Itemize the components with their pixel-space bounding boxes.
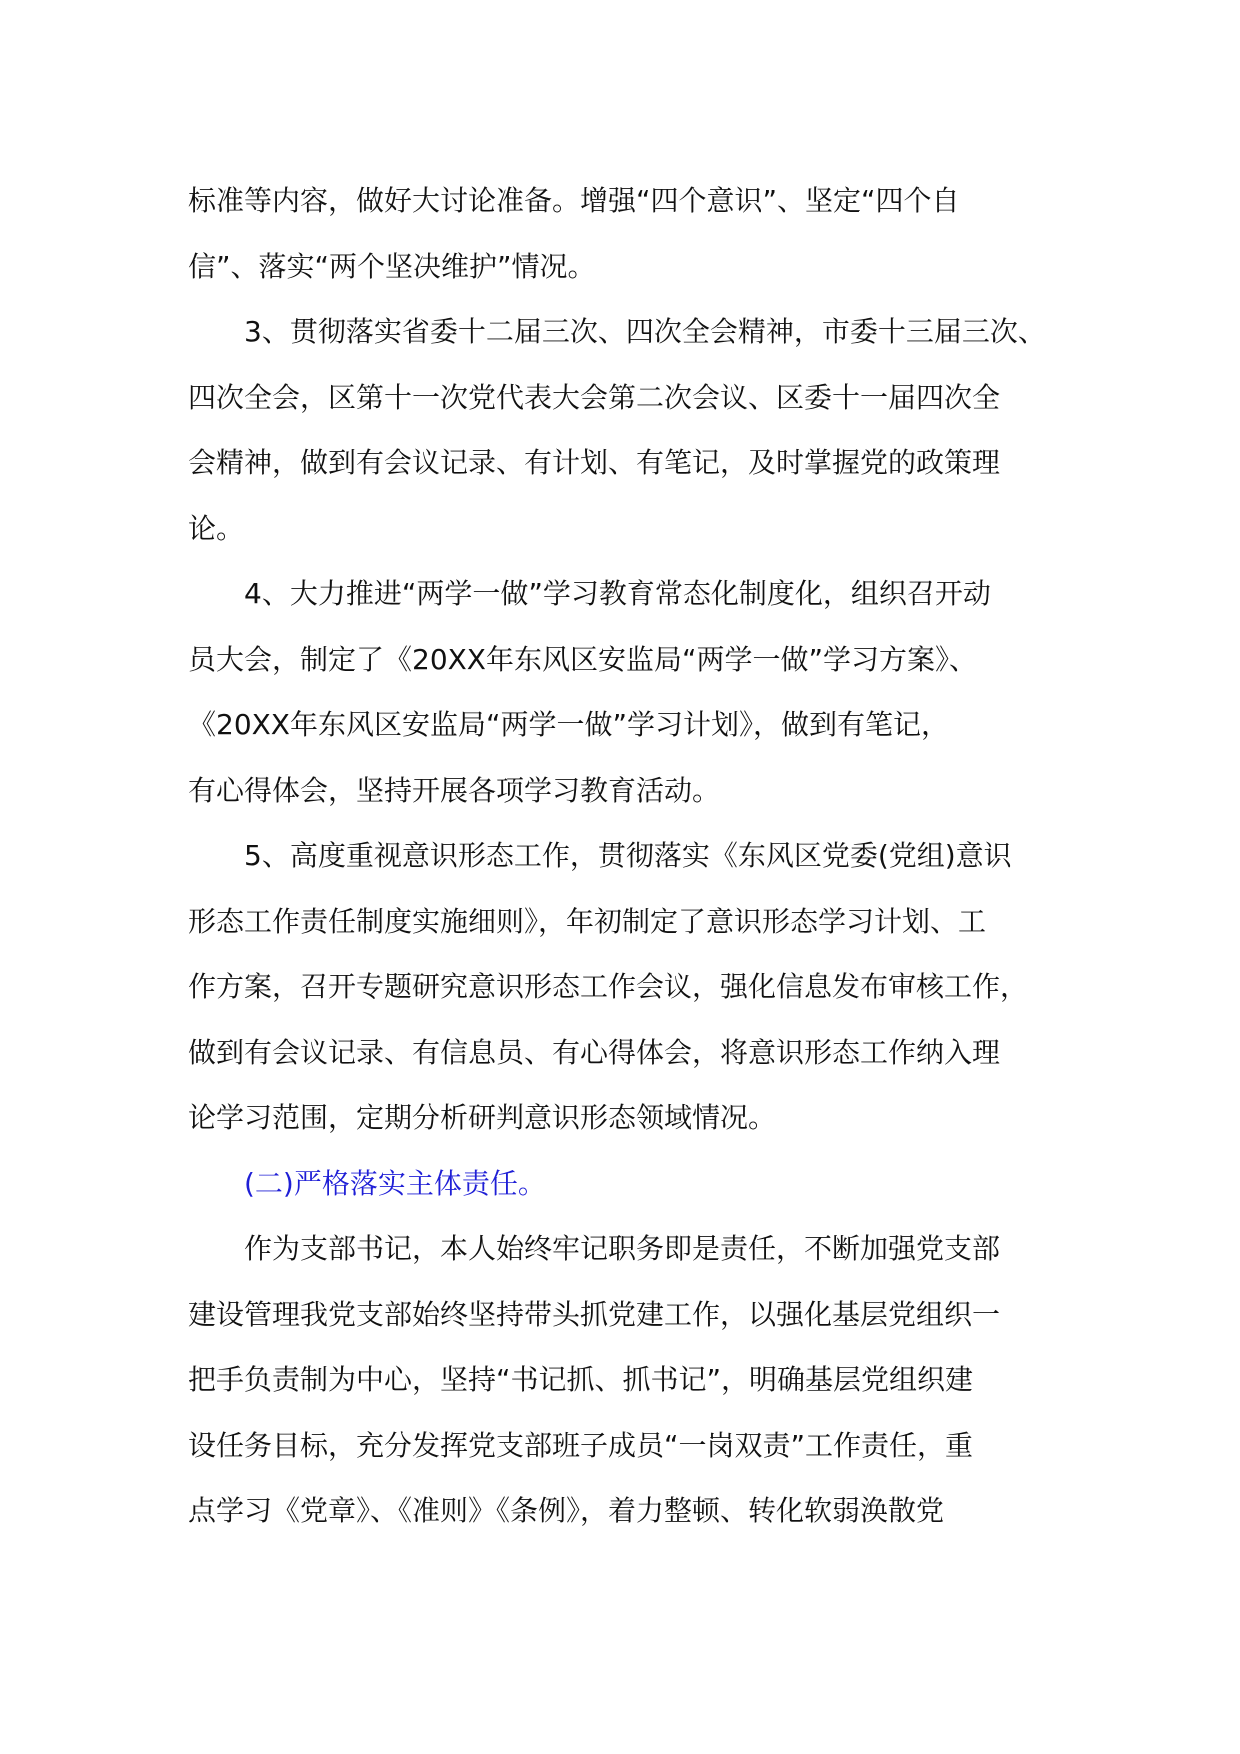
text-line: 5、高度重视意识形态工作，贯彻落实《东风区党委(党组)意识 [244,839,1012,872]
section-heading: (二)严格落实主体责任。 [244,1166,546,1200]
text-line: 《20XX年东风区安监局“两学一做”学习计划》，做到有笔记， [188,708,950,741]
text-line: 设任务目标，充分发挥党支部班子成员“一岗双责”工作责任，重 [188,1428,974,1462]
text-line: 会精神，做到有会议记录、有计划、有笔记，及时掌握党的政策理 [188,446,1001,479]
text-line: 把手负责制为中心，坚持“书记抓、抓书记”，明确基层党组织建 [188,1363,974,1396]
text-line: 有心得体会，坚持开展各项学习教育活动。 [188,773,721,807]
text-line: 作方案，召开专题研究意识形态工作会议，强化信息发布审核工作， [188,970,1029,1003]
text-line: 论。 [188,511,245,545]
text-line: 论学习范围，定期分析研判意识形态领域情况。 [188,1101,777,1134]
document-body [188,168,1068,1544]
text-line: 4、大力推进“两学一做”学习教育常态化制度化，组织召开动 [244,577,991,610]
text-line: 点学习《党章》、《准则》《条例》，着力整顿、转化软弱涣散党 [188,1494,945,1527]
text-line: 做到有会议记录、有信息员、有心得体会，将意识形态工作纳入理 [188,1035,1001,1069]
text-line: 3、贯彻落实省委十二届三次、四次全会精神，市委十三届三次、 [244,315,1046,348]
text-line: 形态工作责任制度实施细则》，年初制定了意识形态学习计划、工 [188,904,987,938]
text-line: 标准等内容，做好大讨论准备。增强“四个意识”、坚定“四个自 [188,184,960,217]
text-line: 四次全会，区第十一次党代表大会第二次会议、区委十一届四次全 [188,380,1001,414]
text-line: 建设管理我党支部始终坚持带头抓党建工作，以强化基层党组织一 [188,1297,1001,1331]
text-line: 员大会，制定了《20XX年东风区安监局“两学一做”学习方案》、 [188,642,978,676]
text-line: 信”、落实“两个坚决维护”情况。 [188,249,596,283]
text-line: 作为支部书记，本人始终牢记职务即是责任，不断加强党支部 [244,1232,1001,1265]
